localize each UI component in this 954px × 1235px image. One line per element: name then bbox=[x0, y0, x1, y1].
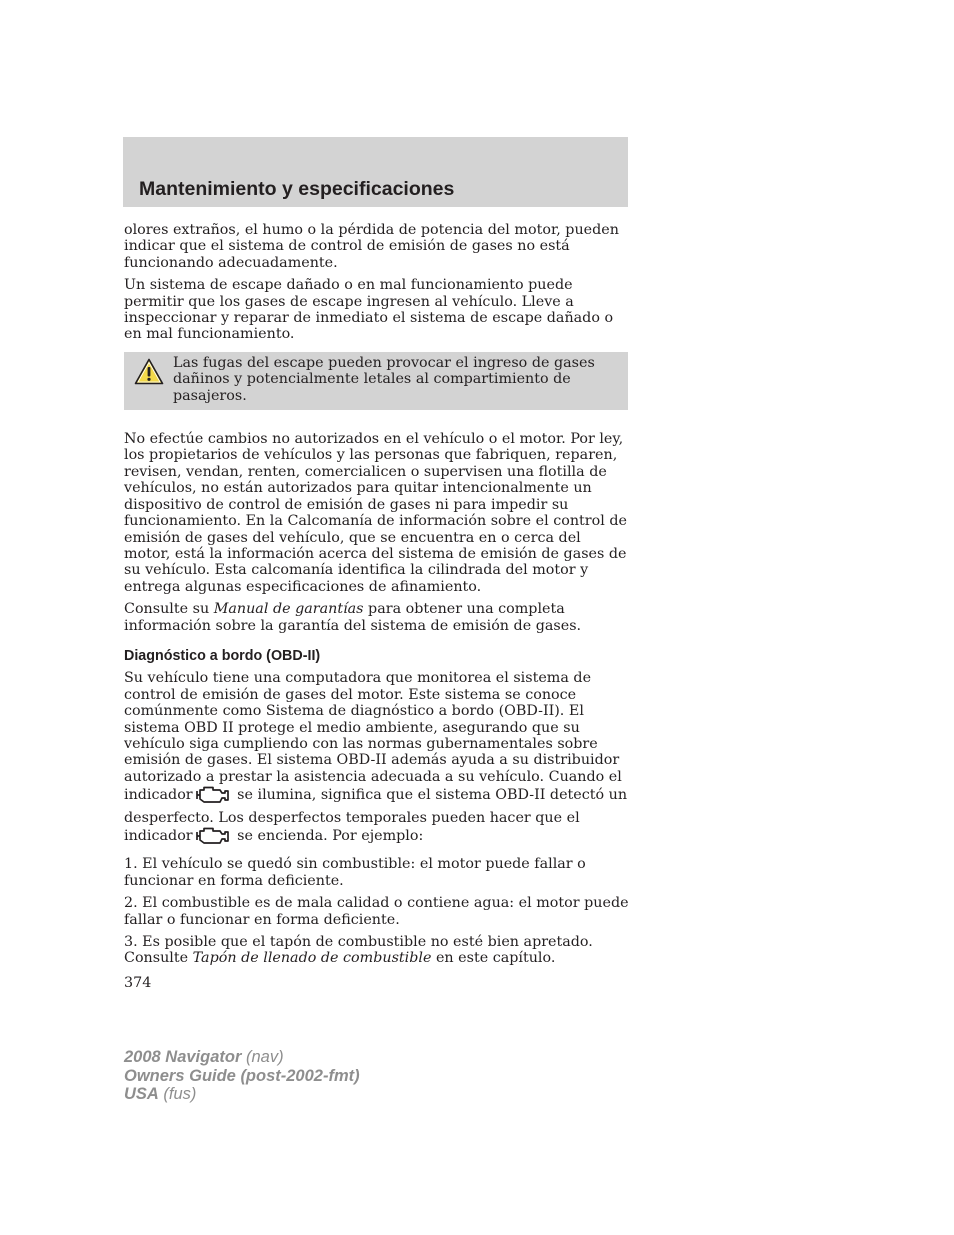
footer-line-1 bbox=[124, 1048, 360, 1067]
list-item-3 bbox=[124, 934, 630, 967]
paragraph-3: No efectúe cambios no autorizados en el vehículo o el motor. Por ley, los propietarios de vehículos y las personas que fabriquen, reparen, revisen, vendan, renten, comercialicen o supervisen una flotilla de vehículos, no están autorizados para quitar intencionalmente un dispositivo de control de emisión de gases ni para impedir su funcionamiento. En la Calcomanía de información sobre el control de emisión de gases del vehículo, que se encuentra en o cerca del motor, está la información acerca del sistema de emisión de gases de su vehículo. Esta calcomanía identifica la cilindrada del motor y entrega algunas especificaciones de afinamiento. bbox=[124, 431, 627, 595]
obd-subheading: Diagnóstico a bordo (OBD-II) bbox=[124, 647, 321, 664]
page-number: 374 bbox=[124, 974, 152, 991]
paragraph-obd-c: se encienda. Por ejemplo: bbox=[232, 828, 424, 844]
list-item-3-post: en este capítulo. bbox=[431, 950, 556, 967]
warning-box bbox=[124, 352, 628, 410]
page-content bbox=[124, 222, 630, 991]
warning-text: Las fugas del escape pueden provocar el ingreso de gases dañinos y potencialmente letales al compartimiento de pasajeros. bbox=[173, 354, 595, 404]
footer-market: USA bbox=[124, 1085, 159, 1103]
section-title: Mantenimiento y especificaciones bbox=[139, 178, 455, 200]
footer-guide: Owners Guide (post-2002-fmt) bbox=[124, 1066, 360, 1085]
section-header-band bbox=[123, 137, 628, 207]
list-item-1: 1. El vehículo se quedó sin combustible: el motor puede fallar o funcionar en forma deficiente. bbox=[124, 856, 586, 889]
warning-triangle-icon bbox=[124, 355, 173, 385]
footer-market-code: (fus) bbox=[158, 1085, 197, 1103]
footer-model-code: (nav) bbox=[241, 1048, 284, 1066]
paragraph-4-post: para obtener una completa información sobre la garantía del sistema de emisión de gases. bbox=[124, 601, 582, 634]
warranty-manual-reference: Manual de garantías bbox=[213, 601, 364, 618]
footer-line-3 bbox=[124, 1085, 360, 1104]
paragraph-2: Un sistema de escape dañado o en mal funcionamiento puede permitir que los gases de escape ingresen al vehículo. Lleve a inspeccionar y reparar de inmediato el sistema de escape dañado o en mal funcionamiento. bbox=[124, 277, 614, 343]
paragraph-4 bbox=[124, 601, 630, 634]
paragraph-obd-a: Su vehículo tiene una computadora que monitorea el sistema de control de emisión de gases del motor. Este sistema se conoce comúnmente como Sistema de diagnóstico a bordo (OBD-II). El sistema OBD II protege el medio ambiente, asegurando que su vehículo siga cumpliendo con las normas gubernamentales sobre emisión de gases. El sistema OBD-II además ayuda a su distribuidor autorizado a prestar la asistencia adecuada a su vehículo. Cuando el indicador bbox=[124, 670, 622, 804]
footer-model: 2008 Navigator bbox=[124, 1048, 242, 1066]
paragraph-1: olores extraños, el humo o la pérdida de potencia del motor, pueden indicar que el sistema de control de emisión de gases no está funcionando adecuadamente. bbox=[124, 222, 619, 271]
check-engine-icon bbox=[195, 785, 231, 809]
list-item-3-pre: 3. Es posible que el tapón de combustible no esté bien apretado. Consulte bbox=[124, 934, 593, 967]
paragraph-4-pre: Consulte su bbox=[124, 601, 214, 618]
list-item-2: 2. El combustible es de mala calidad o contiene agua: el motor puede fallar o funcionar en forma deficiente. bbox=[124, 895, 629, 928]
document-footer bbox=[124, 1048, 360, 1104]
footer-line-2 bbox=[124, 1067, 360, 1086]
fuel-cap-reference: Tapón de llenado de combustible bbox=[192, 950, 432, 967]
check-engine-icon bbox=[195, 826, 231, 850]
paragraph-obd bbox=[124, 670, 630, 850]
paragraph-obd-b: se ilumina, significa que el sistema OBD-II detectó un desperfecto. Los desperfectos temporales pueden hacer que el indicador bbox=[124, 787, 628, 844]
